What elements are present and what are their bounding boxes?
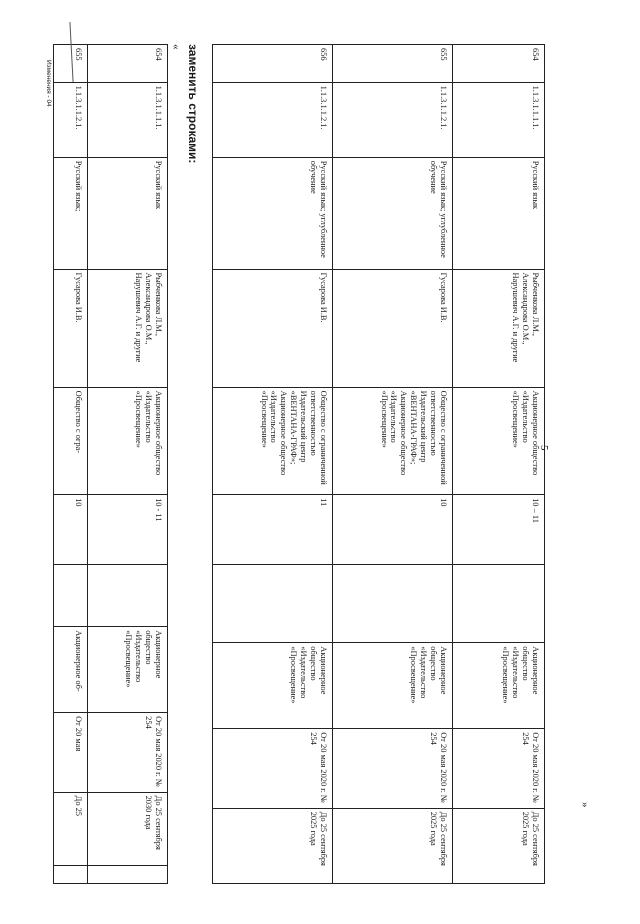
authors-cell: Гусарова И.В. <box>54 269 88 387</box>
grades-cell: 10 <box>333 495 453 565</box>
row-number: 655 <box>333 45 453 83</box>
row-number: 655 <box>54 45 88 83</box>
extra-cell <box>54 865 88 883</box>
order-cell: От 20 мая 2020 г. № 254 <box>453 729 545 808</box>
publisher-cell: Акционерное общество «Издательство «Просвещение» <box>453 387 545 494</box>
grades-cell: 10 <box>54 495 88 565</box>
order-cell: От 20 мая 2020 г. № 254 <box>213 729 333 808</box>
publisher-cell: Общество с ограниченной ответственностью Издательский центр «ВЕНТАНА-ГРАФ»; Акционерное общество «Издательство «Просвещение» <box>333 387 453 494</box>
existing-rows-table <box>212 44 545 884</box>
term-cell: До 25 сентября 2025 года <box>453 808 545 883</box>
code-cell: 1.1.3.1.1.2.1. <box>333 82 453 157</box>
authors-cell: Рыбченкова Л.М., Александрова О.М., Нарушевич А.Г. и другие <box>453 269 545 387</box>
authors-cell: Гусарова И.В. <box>213 269 333 387</box>
blank-cell <box>213 564 333 642</box>
authors-cell: Гусарова И.В. <box>333 269 453 387</box>
subject-cell: Русский язык; углубленное обучение <box>333 157 453 269</box>
publisher-cell: Акционерное общество «Издательство «Просвещение» <box>88 387 168 494</box>
code-cell: 1.1.3.1.1.1.1. <box>88 82 168 157</box>
table-row <box>333 45 453 884</box>
order-cell: От 20 мая <box>54 713 88 792</box>
grades-cell: 11 <box>213 495 333 565</box>
publisher2-cell: Акционерное общество «Издательство «Просвещение» <box>453 643 545 729</box>
code-cell: 1.1.3.1.1.2.1. <box>54 82 88 157</box>
table-row <box>453 45 545 884</box>
page-number: 5 <box>538 445 550 451</box>
term-cell: До 25 <box>54 792 88 865</box>
table-row <box>54 45 88 884</box>
subject-cell: Русский язык <box>88 157 168 269</box>
row-number: 654 <box>88 45 168 83</box>
row-number: 654 <box>453 45 545 83</box>
subject-cell: Русский язык <box>453 157 545 269</box>
new-rows-table <box>53 44 168 884</box>
extra-cell <box>88 865 168 883</box>
blank-cell <box>333 564 453 642</box>
publisher2-cell: Акционерное об- <box>54 627 88 713</box>
term-cell: До 25 сентября 2025 года <box>333 808 453 883</box>
replace-instruction: заменить строками: <box>186 44 200 164</box>
term-cell: До 25 сентября 2025 года <box>213 808 333 883</box>
publisher-cell: Общество с ограниченной ответственностью Издательский центр «ВЕНТАНА-ГРАФ»; Акционерное общество «Издательство «Просвещение» <box>213 387 333 494</box>
code-cell: 1.1.3.1.1.2.1. <box>213 82 333 157</box>
table-row <box>88 45 168 884</box>
authors-cell: Рыбченкова Л.М., Александрова О.М., Нарушевич А.Г. и другие <box>88 269 168 387</box>
blank-cell <box>88 564 168 626</box>
closing-quote: » <box>579 802 591 808</box>
publisher-cell: Общество с огра- <box>54 387 88 494</box>
code-cell: 1.1.3.1.1.1.1. <box>453 82 545 157</box>
row-number: 656 <box>213 45 333 83</box>
blank-cell <box>54 564 88 626</box>
table-row <box>213 45 333 884</box>
subject-cell: Русский язык; углубленное обучение <box>213 157 333 269</box>
opening-quote: « <box>170 44 182 50</box>
publisher2-cell: Акционерное общество «Издательство «Просвещение» <box>333 643 453 729</box>
publisher2-cell: Акционерное общество «Издательство «Просвещение» <box>213 643 333 729</box>
subject-cell: Русский язык; <box>54 157 88 269</box>
order-cell: От 20 мая 2020 г. № 254 <box>333 729 453 808</box>
order-cell: От 20 мая 2020 г. № 254 <box>88 713 168 792</box>
footer-note: Изменения - 04 <box>45 60 52 107</box>
blank-cell <box>453 564 545 642</box>
publisher2-cell: Акционерное общество «Издательство «Просвещение» <box>88 627 168 713</box>
grades-cell: 10 – 11 <box>453 495 545 565</box>
grades-cell: 10 - 11 <box>88 495 168 565</box>
term-cell: До 25 сентября 2030 года <box>88 792 168 865</box>
